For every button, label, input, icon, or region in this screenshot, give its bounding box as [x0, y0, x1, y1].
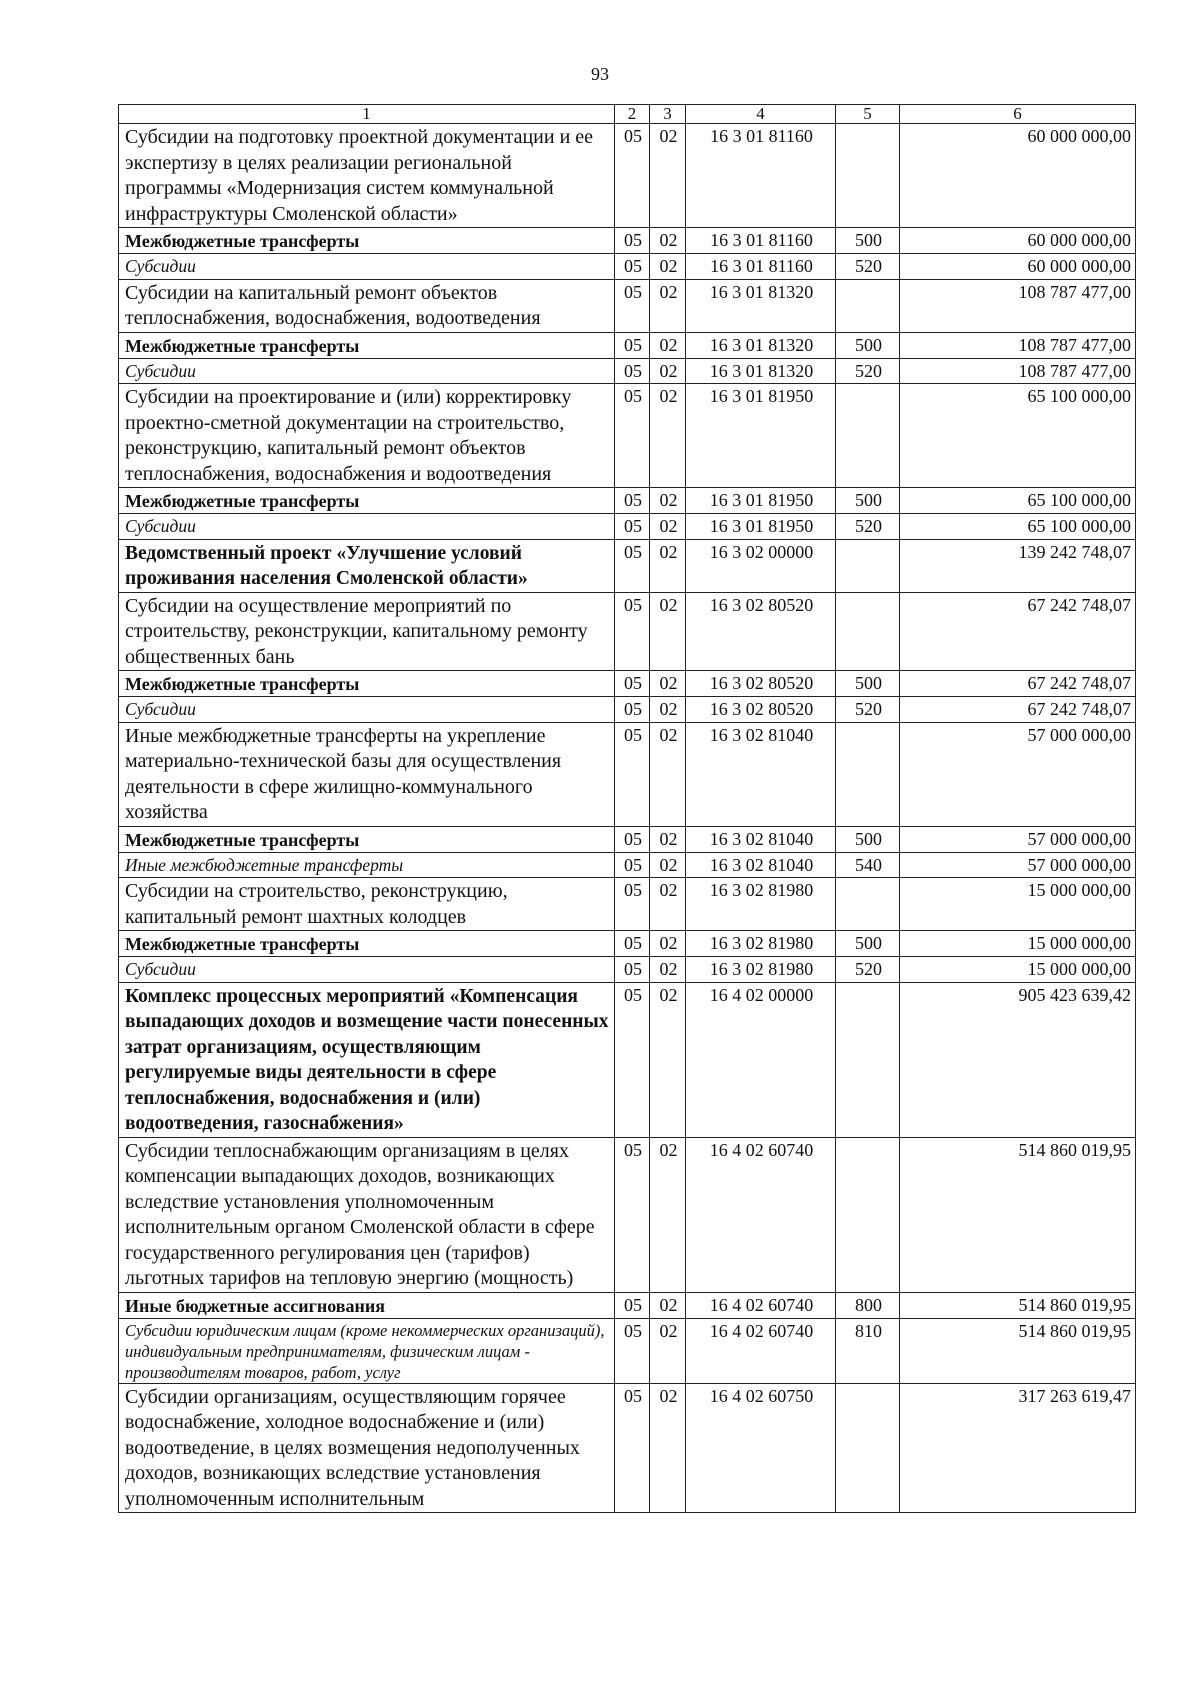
row-expense-type: 500 [836, 931, 900, 957]
table-row [119, 1292, 1136, 1318]
row-subsection: 02 [650, 254, 686, 280]
row-section: 05 [615, 488, 650, 514]
row-name: Иные межбюджетные трансферты на укрепление материально-технической базы для осуществления деятельности в сфере жилищно-коммунального хозяйства [119, 722, 615, 826]
row-target-code: 16 3 02 81980 [686, 878, 836, 931]
row-name: Иные бюджетные ассигнования [119, 1292, 615, 1318]
row-subsection: 02 [650, 592, 686, 671]
row-target-code: 16 4 02 60740 [686, 1137, 836, 1292]
row-subsection: 02 [650, 957, 686, 983]
row-amount: 514 860 019,95 [900, 1292, 1136, 1318]
row-target-code: 16 3 01 81950 [686, 384, 836, 488]
row-subsection: 02 [650, 982, 686, 1137]
row-expense-type: 520 [836, 697, 900, 723]
row-subsection: 02 [650, 697, 686, 723]
col-header-target-code: 4 [686, 105, 836, 124]
table-row [119, 124, 1136, 228]
row-section: 05 [615, 878, 650, 931]
row-section: 05 [615, 332, 650, 358]
table-row [119, 826, 1136, 852]
row-target-code: 16 4 02 00000 [686, 982, 836, 1137]
row-amount: 57 000 000,00 [900, 826, 1136, 852]
row-section: 05 [615, 697, 650, 723]
row-expense-type: 520 [836, 957, 900, 983]
row-target-code: 16 3 02 81040 [686, 722, 836, 826]
row-subsection: 02 [650, 228, 686, 254]
table-row [119, 852, 1136, 878]
row-name: Межбюджетные трансферты [119, 332, 615, 358]
page-number: 93 [591, 64, 609, 84]
row-target-code: 16 4 02 60750 [686, 1383, 836, 1513]
row-section: 05 [615, 1318, 650, 1383]
row-name: Субсидии [119, 697, 615, 723]
row-section: 05 [615, 931, 650, 957]
row-expense-type: 540 [836, 852, 900, 878]
row-name: Ведомственный проект «Улучшение условий проживания населения Смоленской области» [119, 539, 615, 592]
row-section: 05 [615, 358, 650, 384]
row-name: Межбюджетные трансферты [119, 488, 615, 514]
row-amount: 60 000 000,00 [900, 254, 1136, 280]
row-target-code: 16 3 01 81320 [686, 358, 836, 384]
row-target-code: 16 3 02 80520 [686, 671, 836, 697]
row-subsection: 02 [650, 539, 686, 592]
row-target-code: 16 3 01 81160 [686, 124, 836, 228]
row-name: Межбюджетные трансферты [119, 228, 615, 254]
row-amount: 60 000 000,00 [900, 228, 1136, 254]
header-row [119, 105, 1136, 124]
table-row [119, 878, 1136, 931]
row-expense-type: 500 [836, 228, 900, 254]
row-subsection: 02 [650, 826, 686, 852]
row-subsection: 02 [650, 1318, 686, 1383]
row-target-code: 16 3 01 81160 [686, 228, 836, 254]
table-row [119, 671, 1136, 697]
row-target-code: 16 3 02 81040 [686, 852, 836, 878]
col-header-expense-type: 5 [836, 105, 900, 124]
table-row [119, 514, 1136, 540]
table-row [119, 358, 1136, 384]
row-target-code: 16 4 02 60740 [686, 1318, 836, 1383]
row-expense-type: 500 [836, 332, 900, 358]
row-amount: 905 423 639,42 [900, 982, 1136, 1137]
row-section: 05 [615, 671, 650, 697]
row-subsection: 02 [650, 279, 686, 332]
row-expense-type [836, 1383, 900, 1513]
row-section: 05 [615, 254, 650, 280]
row-section: 05 [615, 124, 650, 228]
row-name: Субсидии организациям, осуществляющим горячее водоснабжение, холодное водоснабжение и (или) водоотведение, в целях возмещения недополученных доходов, возникающих вследствие установления уполномоченным исполнительным [119, 1383, 615, 1513]
row-amount: 15 000 000,00 [900, 957, 1136, 983]
row-section: 05 [615, 982, 650, 1137]
row-subsection: 02 [650, 358, 686, 384]
row-section: 05 [615, 228, 650, 254]
row-section: 05 [615, 279, 650, 332]
row-name: Субсидии на капитальный ремонт объектов теплоснабжения, водоснабжения, водоотведения [119, 279, 615, 332]
row-target-code: 16 3 02 00000 [686, 539, 836, 592]
row-name: Межбюджетные трансферты [119, 931, 615, 957]
row-amount: 108 787 477,00 [900, 332, 1136, 358]
row-target-code: 16 3 02 81980 [686, 957, 836, 983]
table-row [119, 539, 1136, 592]
row-expense-type: 500 [836, 488, 900, 514]
row-section: 05 [615, 957, 650, 983]
col-header-subsection: 3 [650, 105, 686, 124]
row-section: 05 [615, 826, 650, 852]
row-expense-type: 800 [836, 1292, 900, 1318]
row-subsection: 02 [650, 514, 686, 540]
table-row [119, 697, 1136, 723]
row-amount: 108 787 477,00 [900, 279, 1136, 332]
row-name: Субсидии на подготовку проектной документации и ее экспертизу в целях реализации региональной программы «Модернизация систем коммунальной инфраструктуры Смоленской области» [119, 124, 615, 228]
row-amount: 65 100 000,00 [900, 488, 1136, 514]
row-expense-type [836, 1137, 900, 1292]
table-row [119, 332, 1136, 358]
row-name: Субсидии [119, 254, 615, 280]
row-target-code: 16 3 01 81160 [686, 254, 836, 280]
row-subsection: 02 [650, 1137, 686, 1292]
row-subsection: 02 [650, 1383, 686, 1513]
row-amount: 65 100 000,00 [900, 384, 1136, 488]
row-expense-type [836, 384, 900, 488]
table-row [119, 228, 1136, 254]
table-row [119, 931, 1136, 957]
row-target-code: 16 3 01 81950 [686, 514, 836, 540]
row-target-code: 16 4 02 60740 [686, 1292, 836, 1318]
row-amount: 57 000 000,00 [900, 722, 1136, 826]
budget-table [118, 104, 1136, 1513]
row-expense-type: 500 [836, 826, 900, 852]
row-name: Межбюджетные трансферты [119, 671, 615, 697]
row-name: Субсидии юридическим лицам (кроме некоммерческих организаций), индивидуальным предпринимателям, физическим лицам - производителям товаров, работ, услуг [119, 1318, 615, 1383]
row-amount: 67 242 748,07 [900, 592, 1136, 671]
table-row [119, 592, 1136, 671]
row-amount: 57 000 000,00 [900, 852, 1136, 878]
row-section: 05 [615, 384, 650, 488]
row-subsection: 02 [650, 671, 686, 697]
table-row [119, 957, 1136, 983]
col-header-section: 2 [615, 105, 650, 124]
row-target-code: 16 3 02 80520 [686, 697, 836, 723]
row-target-code: 16 3 02 80520 [686, 592, 836, 671]
row-expense-type: 500 [836, 671, 900, 697]
row-section: 05 [615, 1137, 650, 1292]
table-row [119, 1137, 1136, 1292]
table-row [119, 254, 1136, 280]
row-amount: 67 242 748,07 [900, 671, 1136, 697]
row-amount: 15 000 000,00 [900, 931, 1136, 957]
table-row [119, 1383, 1136, 1513]
row-expense-type: 810 [836, 1318, 900, 1383]
row-target-code: 16 3 02 81980 [686, 931, 836, 957]
row-subsection: 02 [650, 488, 686, 514]
row-expense-type [836, 878, 900, 931]
row-subsection: 02 [650, 332, 686, 358]
row-section: 05 [615, 592, 650, 671]
row-name: Иные межбюджетные трансферты [119, 852, 615, 878]
row-amount: 67 242 748,07 [900, 697, 1136, 723]
row-subsection: 02 [650, 1292, 686, 1318]
table-row [119, 488, 1136, 514]
col-header-amount: 6 [900, 105, 1136, 124]
row-section: 05 [615, 1292, 650, 1318]
row-amount: 108 787 477,00 [900, 358, 1136, 384]
row-subsection: 02 [650, 852, 686, 878]
row-section: 05 [615, 539, 650, 592]
row-expense-type [836, 592, 900, 671]
row-name: Межбюджетные трансферты [119, 826, 615, 852]
row-amount: 317 263 619,47 [900, 1383, 1136, 1513]
row-expense-type [836, 539, 900, 592]
row-name: Субсидии на строительство, реконструкцию, капитальный ремонт шахтных колодцев [119, 878, 615, 931]
row-subsection: 02 [650, 931, 686, 957]
row-amount: 514 860 019,95 [900, 1318, 1136, 1383]
row-name: Комплекс процессных мероприятий «Компенсация выпадающих доходов и возмещение части понесенных затрат организациям, осуществляющим регулируемые виды деятельности в сфере теплоснабжения, водоснабжения и (или) водоотведения, газоснабжения» [119, 982, 615, 1137]
row-expense-type [836, 982, 900, 1137]
row-section: 05 [615, 1383, 650, 1513]
table-row [119, 1318, 1136, 1383]
row-name: Субсидии на осуществление мероприятий по строительству, реконструкции, капитальному ремонту общественных бань [119, 592, 615, 671]
table-row [119, 279, 1136, 332]
row-target-code: 16 3 01 81320 [686, 332, 836, 358]
row-subsection: 02 [650, 124, 686, 228]
row-expense-type: 520 [836, 254, 900, 280]
row-name: Субсидии на проектирование и (или) корректировку проектно-сметной документации на строительство, реконструкцию, капитальный ремонт объектов теплоснабжения, водоснабжения и водоотведения [119, 384, 615, 488]
row-amount: 65 100 000,00 [900, 514, 1136, 540]
row-expense-type: 520 [836, 358, 900, 384]
row-section: 05 [615, 852, 650, 878]
row-section: 05 [615, 514, 650, 540]
row-target-code: 16 3 02 81040 [686, 826, 836, 852]
row-amount: 139 242 748,07 [900, 539, 1136, 592]
table-row [119, 384, 1136, 488]
row-expense-type [836, 124, 900, 228]
col-header-name: 1 [119, 105, 615, 124]
row-subsection: 02 [650, 878, 686, 931]
row-section: 05 [615, 722, 650, 826]
row-target-code: 16 3 01 81320 [686, 279, 836, 332]
row-name: Субсидии [119, 957, 615, 983]
row-expense-type: 520 [836, 514, 900, 540]
row-name: Субсидии теплоснабжающим организациям в целях компенсации выпадающих доходов, возникающих вследствие установления уполномоченным исполнительным органом Смоленской области в сфере государственного регулирования цен (тарифов) льготных тарифов на тепловую энергию (мощность) [119, 1137, 615, 1292]
row-name: Субсидии [119, 514, 615, 540]
row-target-code: 16 3 01 81950 [686, 488, 836, 514]
row-name: Субсидии [119, 358, 615, 384]
row-amount: 60 000 000,00 [900, 124, 1136, 228]
row-subsection: 02 [650, 722, 686, 826]
row-subsection: 02 [650, 384, 686, 488]
row-amount: 514 860 019,95 [900, 1137, 1136, 1292]
row-amount: 15 000 000,00 [900, 878, 1136, 931]
row-expense-type [836, 279, 900, 332]
row-expense-type [836, 722, 900, 826]
table-row [119, 982, 1136, 1137]
table-row [119, 722, 1136, 826]
